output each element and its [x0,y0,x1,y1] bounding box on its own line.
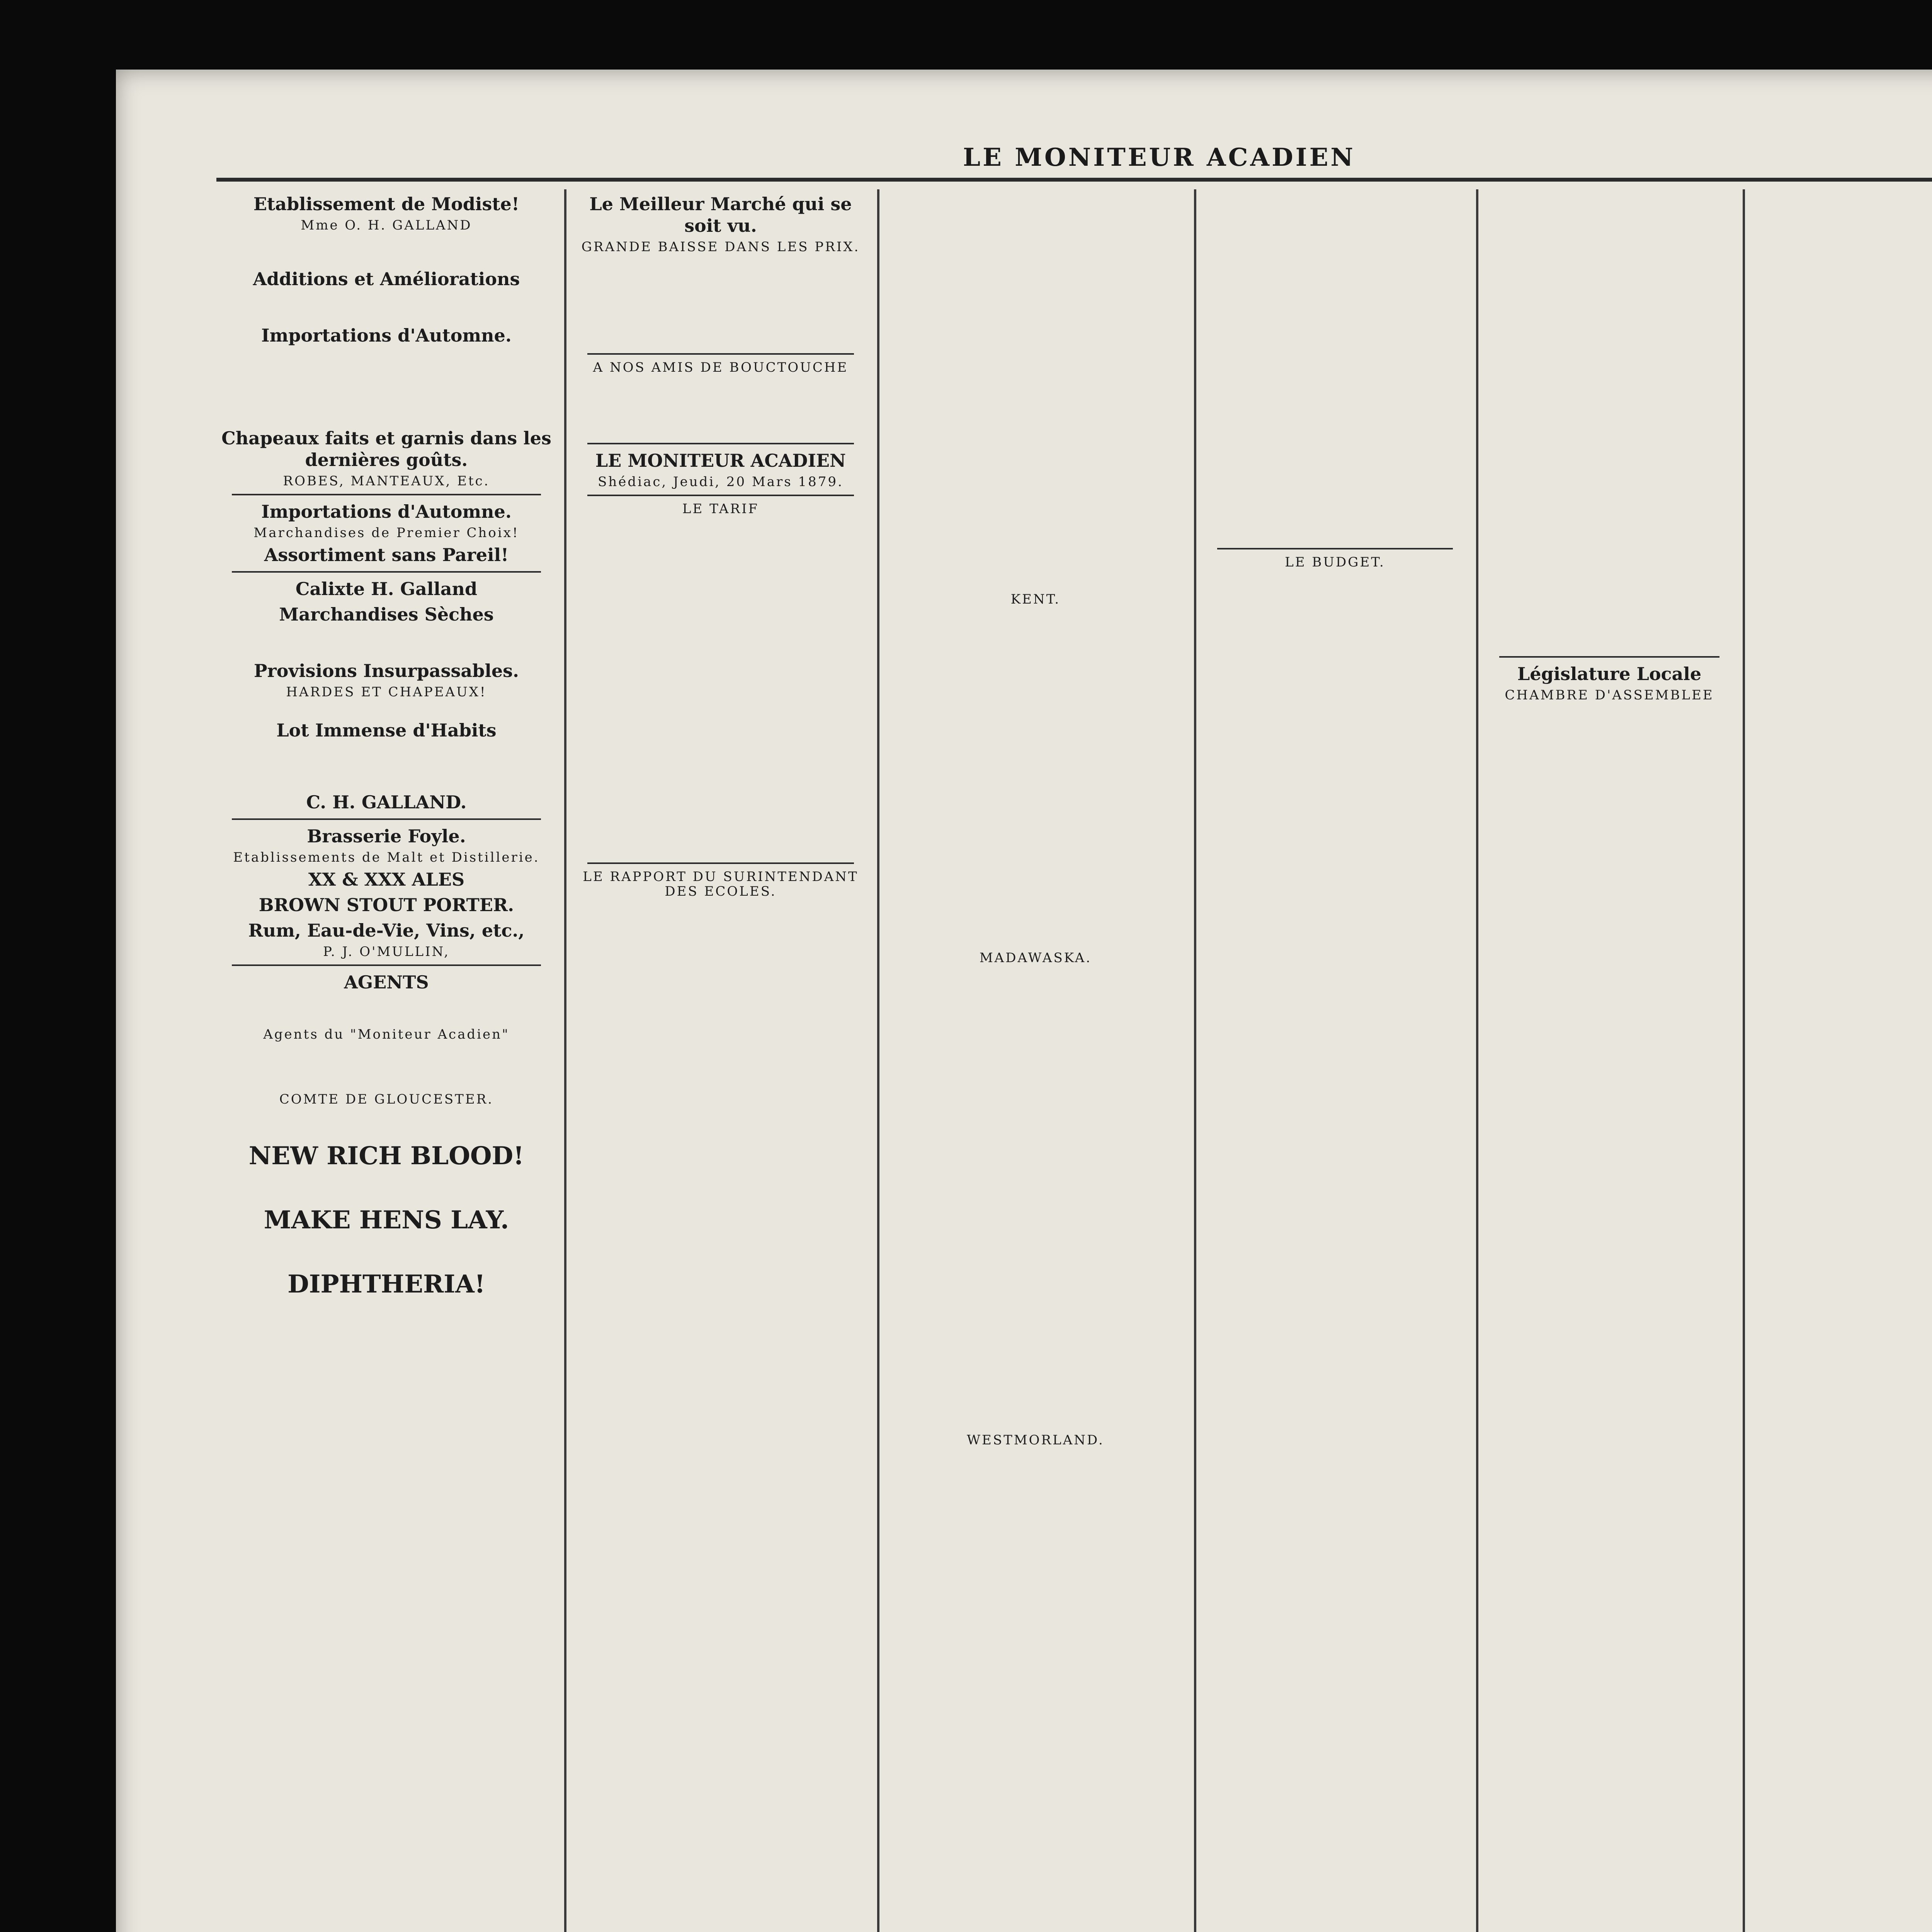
ad-body-text [572,257,869,348]
ad-brasserie-heading: XX & XXX ALES [308,869,465,890]
divider [1499,656,1719,658]
ad-patent-medicine-heading: MAKE HENS LAY. [264,1206,509,1235]
article-body-text [572,519,869,857]
divider [1217,548,1453,549]
article-body-text [1202,573,1468,1158]
section-heading-legislature: Législature Locale [1517,663,1702,684]
article-body-text [1484,706,1735,1167]
ad-moniteur-agents: Agents du "Moniteur Acadien" [263,1027,510,1042]
column-6 [1750,189,1932,1932]
column-advertisements [216,189,556,1932]
ad-galland-title: Calixte H. Galland [295,578,478,599]
divider [587,862,854,864]
article-heading-tarif: LE TARIF [682,501,759,517]
ad-body-text [216,349,556,423]
ad-body-text [216,702,556,716]
ad-meilleur-marche-title: Le Meilleur Marché qui se soit vu. [589,194,852,236]
section-heading-chambre: CHAMBRE D'ASSEMBLEE [1505,687,1714,703]
ad-body-text [216,628,556,656]
ad-patent-medicine-heading: DIPHTHERIA! [287,1270,485,1299]
ad-patent-medicine-heading: NEW RICH BLOOD! [248,1141,524,1170]
ad-brasserie-title: Brasserie Foyle. [307,826,466,847]
ad-importations-title: Importations d'Automne. [261,501,512,522]
divider [232,571,541,573]
divider [232,494,541,495]
ad-modiste-title: Etablissement de Modiste! [253,194,520,214]
ad-agents-title: AGENTS [344,972,429,993]
section-heading-madawaska: MADAWASKA. [979,950,1092,966]
divider [587,353,854,355]
ad-modiste-heading: Chapeaux faits et garnis dans les dernières goûts. [221,428,551,470]
column-rule [1194,189,1196,1932]
article-body-text [885,1451,1186,1927]
ad-modiste-heading: Additions et Améliorations [253,269,520,289]
ad-body-text [216,236,556,264]
ad-importations-sub: Marchandises de Premier Choix! [253,525,519,541]
divider [232,964,541,966]
article-body-text [572,902,869,1054]
ad-brasserie-heading: BROWN STOUT PORTER. [259,895,514,915]
ad-body-text [216,1238,556,1267]
ad-importations-slogan: Assortiment sans Pareil! [264,544,509,565]
column-3 [885,189,1186,1932]
article-heading-rapport: LE RAPPORT DU SURINTENDANT DES ECOLES. [583,869,859,899]
column-4 [1202,189,1468,1932]
ad-body-text [216,995,556,1024]
column-rule [1476,189,1478,1932]
ad-galland-heading: Lot Immense d'Habits [276,720,497,741]
ad-galland-signature: C. H. GALLAND. [306,792,467,813]
column-2 [572,189,869,1932]
divider [587,443,854,444]
ad-modiste-heading: ROBES, MANTEAUX, Etc. [283,473,490,489]
ad-body-text [216,1110,556,1138]
notice-bouctouche-title: A NOS AMIS DE BOUCTOUCHE [593,360,849,375]
column-5 [1484,189,1735,1932]
ad-body-text [216,743,556,787]
section-heading-kent: KENT. [1010,592,1061,607]
ad-brasserie-heading: Rum, Eau-de-Vie, Vins, etc., [248,920,525,941]
column-rule [564,189,566,1932]
ad-gloucester: COMTE DE GLOUCESTER. [279,1092,494,1107]
section-heading-westmorland: WESTMORLAND. [967,1432,1104,1448]
article-body-text [885,968,1186,1430]
article-body-text [885,610,1186,947]
ad-body-text [216,1045,556,1089]
dateline: Shédiac, Jeudi, 20 Mars 1879. [598,474,844,490]
divider [587,495,854,496]
ad-galland-heading: HARDES ET CHAPEAUX! [286,684,487,700]
section-heading-budget: LE BUDGET. [1285,554,1385,570]
ad-body-text [216,292,556,321]
masthead: LE MONITEUR ACADIEN [963,143,1355,172]
column-rule [1743,189,1745,1932]
ad-galland-heading: Marchandises Sèches [279,604,494,625]
article-body-text [1750,189,1932,1207]
ad-galland-heading: Provisions Insurpassables. [253,660,519,681]
article-body-text [1484,189,1735,651]
ad-modiste-owner: Mme O. H. GALLAND [301,218,472,233]
ad-brasserie-sub: Etablissements de Malt et Distillerie. [233,850,540,865]
ad-body-text [216,1174,556,1202]
divider [232,818,541,820]
article-body-text [1202,189,1468,543]
ad-brasserie-owner: P. J. O'MULLIN, [323,944,450,959]
column-rule [877,189,879,1932]
masthead-rule [216,178,1932,182]
article-body-text [885,189,1186,589]
paper-nameplate: LE MONITEUR ACADIEN [595,450,846,471]
ad-meilleur-marche-sub: GRANDE BAISSE DANS LES PRIX. [581,239,860,255]
notice-body-text [572,378,869,437]
ad-modiste-heading: Importations d'Automne. [261,325,512,346]
